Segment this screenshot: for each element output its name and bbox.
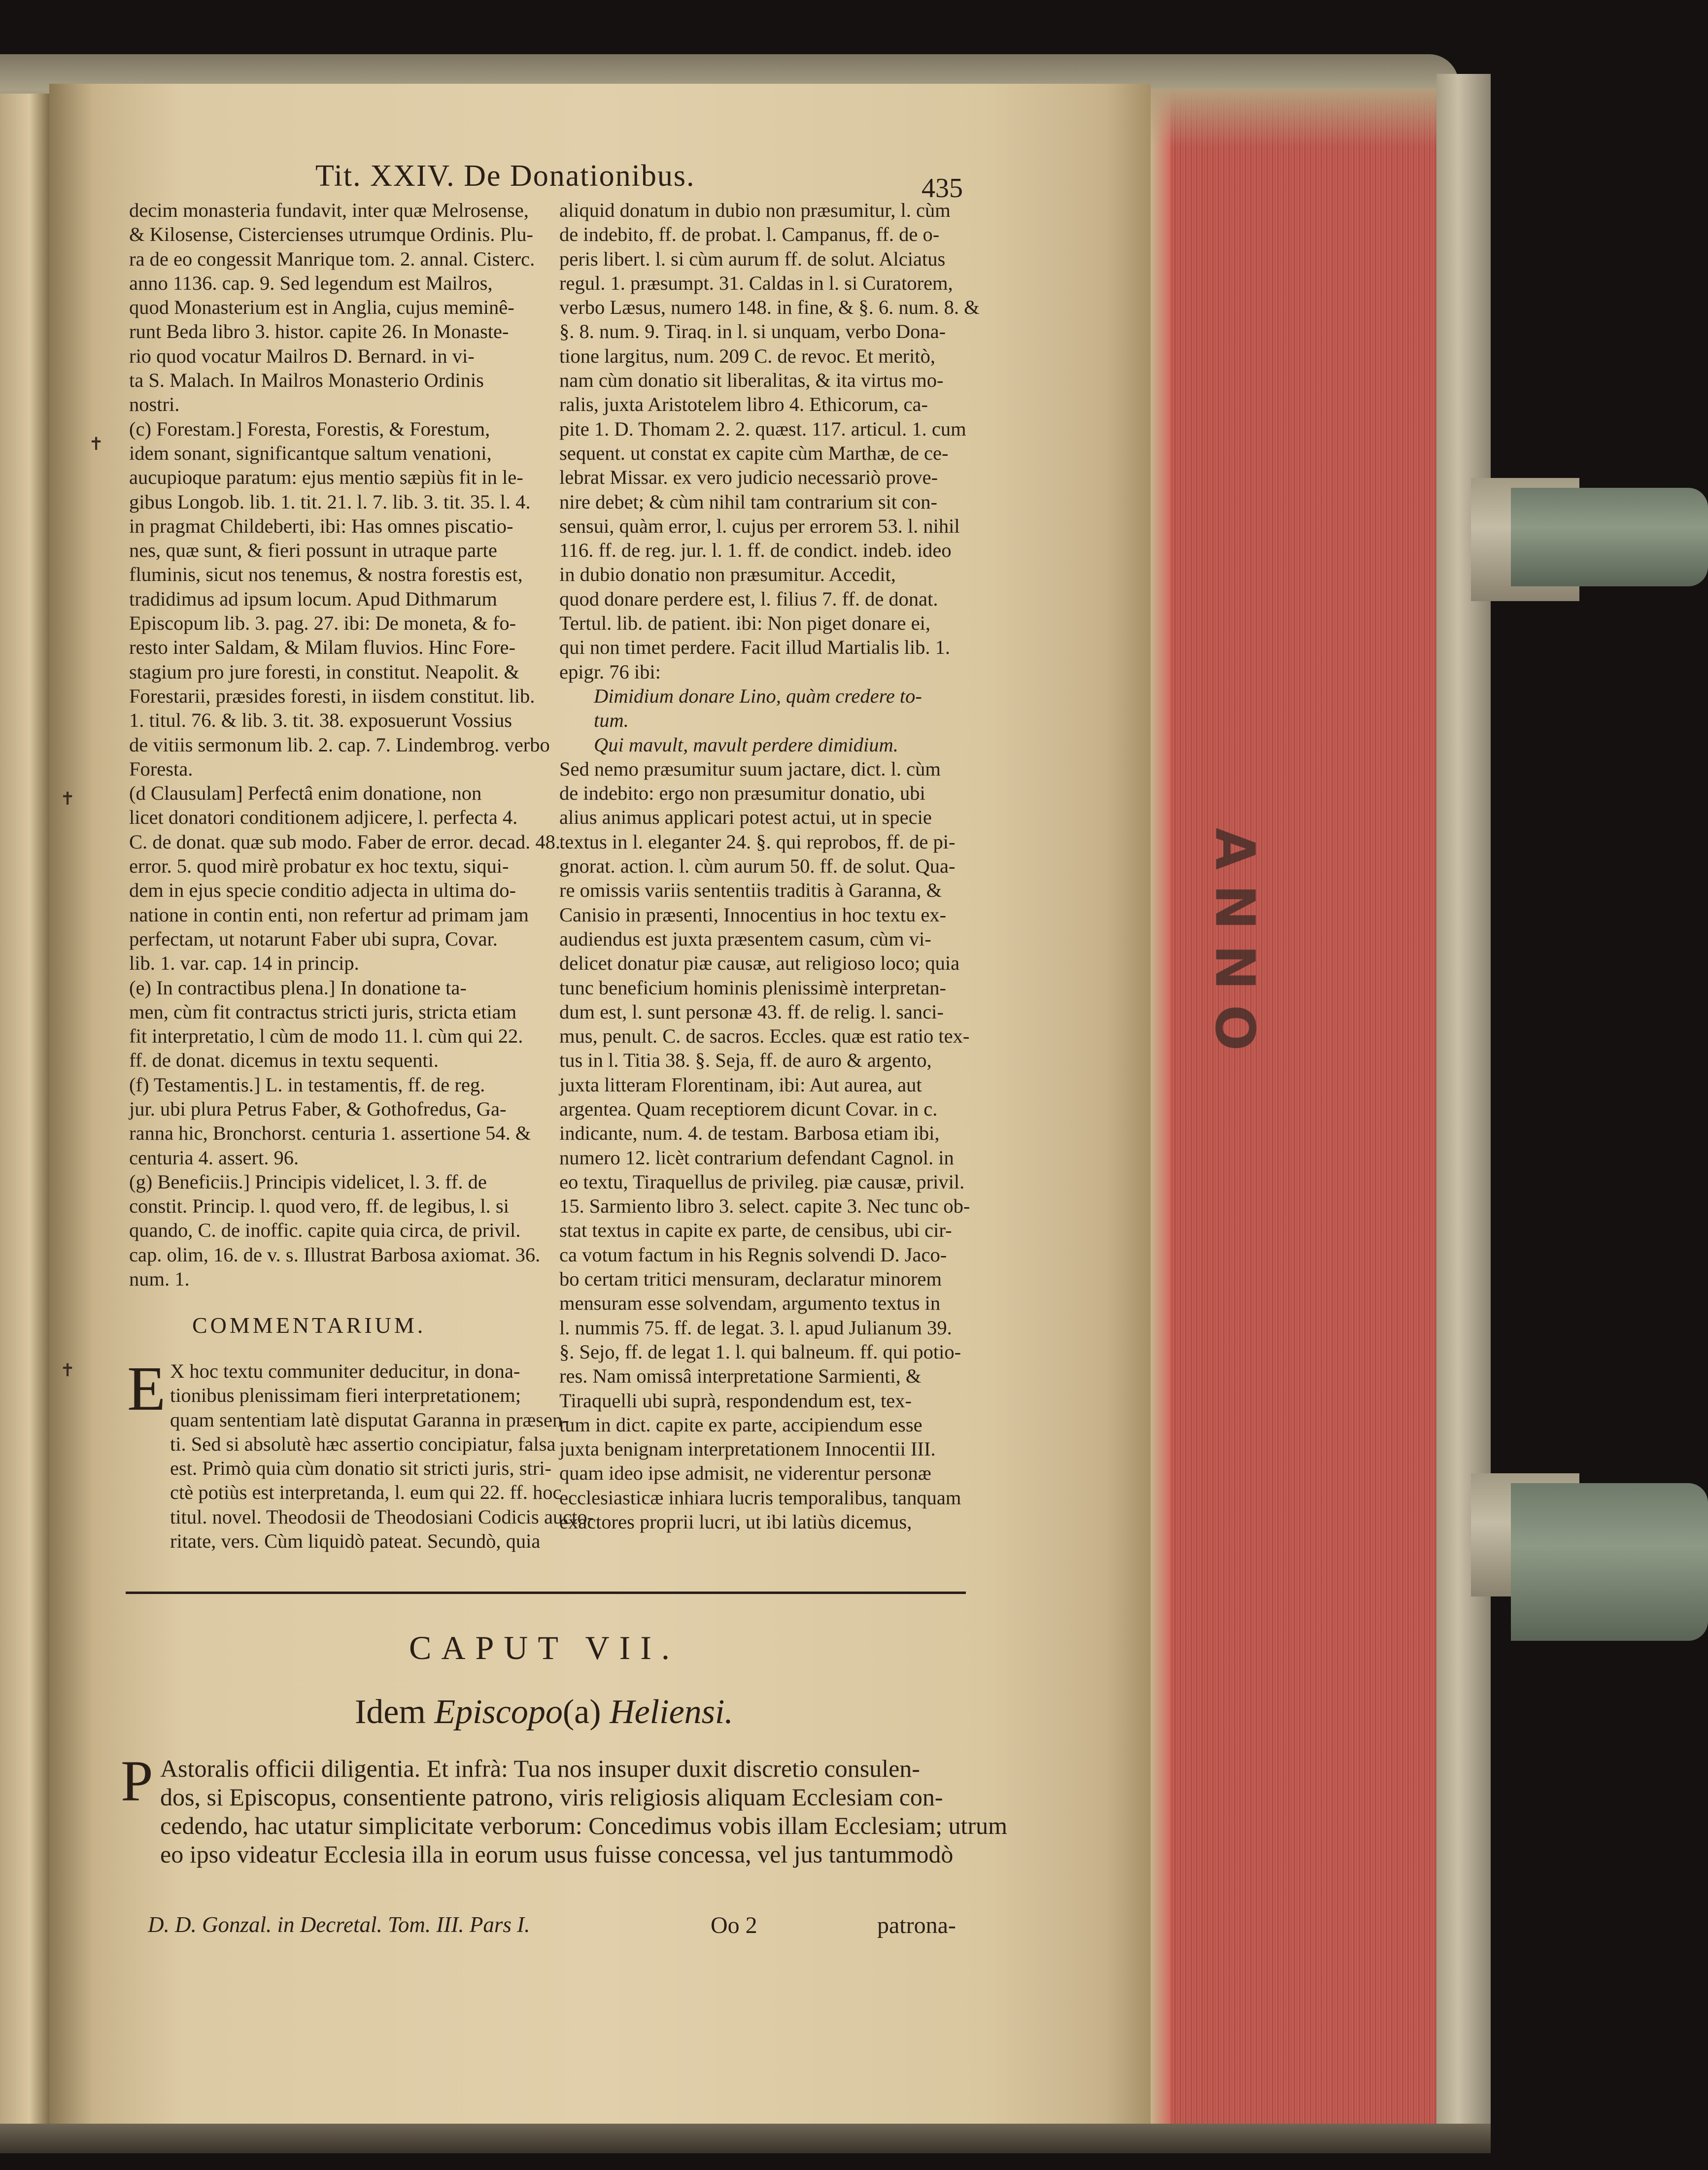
text-line: Forestarii, præsides foresti, in iisdem constitut. lib. — [129, 684, 535, 707]
left-column — [129, 198, 561, 1291]
text-line: alius animus applicari potest actui, ut in specie — [559, 806, 932, 829]
text-line: verbo Læsus, numero 148. in fine, & §. 6. num. 8. & — [559, 296, 980, 319]
commentarium-text — [170, 1359, 594, 1553]
right-column — [559, 198, 983, 1534]
book-spine — [1436, 74, 1491, 2138]
text-line: tione largitus, num. 209 C. de revoc. Et meritò, — [559, 344, 935, 367]
text-line: tum. — [594, 709, 629, 732]
text-line: centuria 4. assert. 96. — [129, 1146, 299, 1169]
commentarium-dropcap: E — [127, 1354, 166, 1424]
margin-mark: ✝ — [60, 789, 75, 809]
footer-imprint: D. D. Gonzal. in Decretal. Tom. III. Pars I. — [148, 1912, 530, 1937]
text-line: stat textus in capite ex parte, de censibus, ubi cir- — [559, 1219, 952, 1242]
text-line: ti. Sed si absolutè hæc assertio concipiatur, falsa — [170, 1432, 556, 1455]
text-line: & Kilosense, Cistercienses utrumque Ordinis. Plu- — [129, 223, 534, 246]
text-line: Dimidium donare Lino, quàm credere to- — [594, 684, 922, 707]
text-line: pite 1. D. Thomam 2. 2. quæst. 117. articul. 1. cum — [559, 417, 966, 440]
text-line: cedendo, hac utatur simplicitate verborum: Concedimus vobis illam Ecclesiam; utrum — [160, 1812, 1007, 1839]
text-line: Episcopum lib. 3. pag. 27. ibi: De moneta, & fo- — [129, 612, 516, 635]
text-line: (c) Forestam.] Foresta, Forestis, & Forestum, — [129, 417, 490, 440]
text-line: lebrat Missar. ex vero judicio necessariò prove- — [559, 466, 938, 489]
text-line: nire debet; & cùm nihil tam contrarium sit con- — [559, 490, 938, 513]
text-line: fit interpretatio, l cùm de modo 11. l. cùm qui 22. — [129, 1025, 523, 1048]
text-line: tus in l. Titia 38. §. Seja, ff. de auro & argento, — [559, 1049, 932, 1072]
text-line: dos, si Episcopus, consentiente patrono, viris religiosis aliquam Ecclesiam con- — [160, 1783, 943, 1811]
text-line: qui non timet perdere. Facit illud Martialis lib. 1. — [559, 636, 950, 659]
text-line: textus in l. eleganter 24. §. qui reprobos, ff. de pi- — [559, 830, 956, 853]
text-line: bo certam tritici mensuram, declaratur minorem — [559, 1268, 942, 1290]
text-line: juxta litteram Florentinam, ibi: Aut aurea, aut — [559, 1073, 922, 1096]
text-line: quod donare perdere est, l. filius 7. ff. de donat. — [559, 587, 938, 610]
text-line: num. 1. — [129, 1268, 190, 1290]
text-line: ritate, vers. Cùm liquidò pateat. Secundò, quia — [170, 1530, 541, 1553]
page-edges-red — [1151, 89, 1436, 2134]
running-head: Tit. XXIV. De Donationibus. — [315, 159, 695, 193]
text-line: Tiraquelli ubi suprà, respondendum est, tex- — [559, 1389, 912, 1412]
left-page-sliver — [0, 94, 49, 2124]
text-line: ralis, juxta Aristotelem libro 4. Ethicorum, ca- — [559, 393, 928, 416]
text-line: cap. olim, 16. de v. s. Illustrat Barbosa axiomat. 36. — [129, 1243, 541, 1266]
margin-mark: ✝ — [60, 1360, 75, 1380]
text-line: tunc beneficium hominis plenissimè interpretan- — [559, 976, 947, 999]
clasp-upper-metal — [1511, 488, 1708, 586]
text-line: licet donatori conditionem adjicere, l. perfecta 4. — [129, 806, 518, 829]
chapter-dropcap: P — [121, 1749, 153, 1813]
text-line: tionibus plenissimam fieri interpretationem; — [170, 1384, 521, 1407]
text-line: resto inter Saldam, & Milam fluvios. Hinc Fore- — [129, 636, 515, 659]
chapter-text — [160, 1754, 1018, 1868]
text-line: runt Beda libro 3. histor. capite 26. In Monaste- — [129, 320, 509, 343]
text-line: ctè potiùs est interpretanda, l. eum qui 22. ff. hoc — [170, 1481, 562, 1504]
text-line: indicante, num. 4. de testam. Barbosa etiam ibi, — [559, 1122, 940, 1145]
text-line: de indebito, ff. de probat. l. Campanus, ff. de o- — [559, 223, 940, 246]
text-line: dum est, l. sunt personæ 43. ff. de relig. l. sanci- — [559, 1000, 944, 1023]
text-line: rio quod vocatur Mailros D. Bernard. in vi- — [129, 344, 475, 367]
text-line: 1. titul. 76. & lib. 3. tit. 38. exposuerunt Vossius — [129, 709, 512, 732]
text-line: est. Primò quia cùm donatio sit stricti juris, stri- — [170, 1457, 551, 1480]
text-line: ecclesiasticæ inhiara lucris temporalibus, tanquam — [559, 1486, 961, 1509]
text-line: tum in dict. capite ex parte, accipiendum esse — [559, 1413, 922, 1436]
text-line: mensuram esse solvendam, argumento textus in — [559, 1292, 941, 1315]
text-line: ranna hic, Bronchorst. centuria 1. assertione 54. & — [129, 1122, 531, 1145]
text-line: natione in contin enti, non refertur ad primam jam — [129, 903, 529, 926]
text-line: audiendus est juxta præsentem casum, cùm vi- — [559, 927, 931, 950]
text-line: eo textu, Tiraquellus de privileg. piæ causæ, privil. — [559, 1170, 965, 1193]
text-line: lib. 1. var. cap. 14 in princip. — [129, 952, 359, 975]
text-line: ff. de donat. dicemus in textu sequenti. — [129, 1049, 439, 1072]
text-line: epigr. 76 ibi: — [559, 660, 661, 683]
text-line: l. nummis 75. ff. de legat. 3. l. apud Julianum 39. — [559, 1316, 952, 1339]
text-line: Canisio in præsenti, Innocentius in hoc textu ex- — [559, 903, 947, 926]
footer-signature: Oo 2 — [711, 1912, 757, 1938]
margin-mark: ✝ — [89, 434, 104, 454]
text-line: Foresta. — [129, 757, 193, 780]
book-cover-bottom — [0, 2124, 1491, 2153]
text-line: §. Sejo, ff. de legat 1. l. qui balneum. ff. qui potio- — [559, 1340, 961, 1363]
clasp-lower-metal — [1511, 1483, 1708, 1641]
text-line: perfectam, ut notarunt Faber ubi supra, Covar. — [129, 927, 498, 950]
text-line: quando, C. de inoffic. capite quia circa, de privil. — [129, 1219, 521, 1242]
text-line: Tertul. lib. de patient. ibi: Non piget donare ei, — [559, 612, 930, 635]
text-line: (e) In contractibus plena.] In donatione ta- — [129, 976, 467, 999]
text-line: idem sonant, significantque saltum venationi, — [129, 441, 492, 464]
text-line: sensui, quàm error, l. cujus per errorem 53. l. nihil — [559, 514, 960, 537]
text-line: ra de eo congessit Manrique tom. 2. annal. Cisterc. — [129, 247, 535, 270]
text-line: tradidimus ad ipsum locum. Apud Dithmarum — [129, 587, 497, 610]
text-line: res. Nam omissâ interpretatione Sarmienti, & — [559, 1365, 922, 1388]
text-line: (f) Testamentis.] L. in testamentis, ff. de reg. — [129, 1073, 485, 1096]
text-line: regul. 1. præsumpt. 31. Caldas in l. si Curatorem, — [559, 271, 953, 294]
text-line: anno 1136. cap. 9. Sed legendum est Mailros, — [129, 271, 493, 294]
text-line: C. de donat. quæ sub modo. Faber de error. decad. 48. — [129, 830, 561, 853]
text-line: jur. ubi plura Petrus Faber, & Gothofredus, Ga- — [129, 1097, 507, 1120]
text-line: quam sententiam latè disputat Garanna in præsen- — [170, 1408, 569, 1431]
text-line: ta S. Malach. In Mailros Monasterio Ordinis — [129, 369, 484, 392]
text-line: de vitiis sermonum lib. 2. cap. 7. Lindembrog. verbo — [129, 733, 550, 756]
text-line: 116. ff. de reg. jur. l. 1. ff. de condict. indeb. ideo — [559, 539, 952, 562]
text-line: delicet donatur piæ causæ, aut religioso loco; quia — [559, 952, 960, 975]
text-line: X hoc textu communiter deducitur, in dona- — [170, 1360, 520, 1382]
text-line: Qui mavult, mavult perdere dimidium. — [594, 733, 898, 756]
text-line: ca votum factum in his Regnis solvendi D. Jaco- — [559, 1243, 947, 1266]
text-line: (d Clausulam] Perfectâ enim donatione, non — [129, 782, 482, 805]
text-line: (g) Beneficiis.] Principis videlicet, l. 3. ff. de — [129, 1170, 487, 1193]
text-line: juxta benignam interpretationem Innocentii III. — [559, 1438, 936, 1460]
text-line: Astoralis officii diligentia. Et infrà: Tua nos insuper duxit discretio consulen- — [160, 1755, 920, 1782]
chapter-title: CAPUT VII. — [409, 1629, 680, 1666]
text-line: peris libert. l. si cùm aurum ff. de solut. Alciatus — [559, 247, 946, 270]
text-line: nes, quæ sunt, & fieri possunt in utraque parte — [129, 539, 497, 562]
section-rule — [126, 1592, 966, 1594]
footer-catchword: patrona- — [877, 1912, 956, 1938]
text-line: titul. novel. Theodosii de Theodosiani Codicis aucto- — [170, 1505, 594, 1528]
text-line: error. 5. quod mirè probatur ex hoc textu, siqui- — [129, 855, 509, 878]
edge-stamp: ANNO — [1203, 828, 1266, 1066]
page-number: 435 — [922, 173, 963, 203]
text-line: gibus Longob. lib. 1. tit. 21. l. 7. lib. 3. tit. 35. l. 4. — [129, 490, 531, 513]
text-line: nostri. — [129, 393, 180, 416]
text-line: sequent. ut constat ex capite cùm Marthæ, de ce- — [559, 441, 949, 464]
text-line: men, cùm fit contractus stricti juris, stricta etiam — [129, 1000, 517, 1023]
heading-italic: Episcopo — [434, 1693, 563, 1731]
text-line: in pragmat Childeberti, ibi: Has omnes piscatio- — [129, 514, 513, 537]
text-line: aliquid donatum in dubio non præsumitur, l. cùm — [559, 199, 951, 221]
text-line: 15. Sarmiento libro 3. select. capite 3. Nec tunc ob- — [559, 1195, 970, 1218]
text-line: decim monasteria fundavit, inter quæ Melrosense, — [129, 199, 529, 221]
text-line: fluminis, sicut nos tenemus, & nostra forestis est, — [129, 563, 523, 586]
text-line: nam cùm donatio sit liberalitas, & ita virtus mo- — [559, 369, 944, 392]
text-line: Sed nemo præsumitur suum jactare, dict. l. cùm — [559, 757, 941, 780]
text-line: numero 12. licèt contrarium defendant Cagnol. in — [559, 1146, 954, 1169]
chapter-heading — [355, 1693, 733, 1732]
text-line: quam ideo ipse admisit, ne viderentur personæ — [559, 1462, 931, 1485]
text-line: constit. Princip. l. quod vero, ff. de legibus, l. si — [129, 1195, 509, 1218]
text-line: eo ipso videatur Ecclesia illa in eorum usus fuisse concessa, vel jus tantummodò — [160, 1840, 954, 1868]
heading-note: (a) — [562, 1693, 601, 1731]
text-line: dem in ejus specie conditio adjecta in ultima do- — [129, 879, 516, 902]
text-line: gnorat. action. l. cùm aurum 50. ff. de solut. Qua- — [559, 855, 956, 878]
heading-prefix: Idem — [355, 1693, 426, 1731]
text-line: re omissis variis sententiis traditis à Garanna, & — [559, 879, 942, 902]
text-line: argentea. Quam receptiorem dicunt Covar. in c. — [559, 1097, 938, 1120]
commentarium-heading: COMMENTARIUM. — [192, 1313, 426, 1338]
text-line: aucupioque paratum: ejus mentio sæpiùs fit in le- — [129, 466, 523, 489]
text-line: §. 8. num. 9. Tiraq. in l. si unquam, verbo Dona- — [559, 320, 946, 343]
text-line: stagium pro jure foresti, in constitut. Neapolit. & — [129, 660, 519, 683]
text-line: quod Monasterium est in Anglia, cujus meminê- — [129, 296, 514, 319]
heading-suffix: Heliensi. — [610, 1693, 733, 1731]
text-line: in dubio donatio non præsumitur. Accedit, — [559, 563, 896, 586]
text-line: exactores proprii lucri, ut ibi latiùs dicemus, — [559, 1511, 912, 1533]
text-line: mus, penult. C. de sacros. Eccles. quæ est ratio tex- — [559, 1025, 970, 1048]
text-line: de indebito: ergo non præsumitur donatio, ubi — [559, 782, 925, 805]
